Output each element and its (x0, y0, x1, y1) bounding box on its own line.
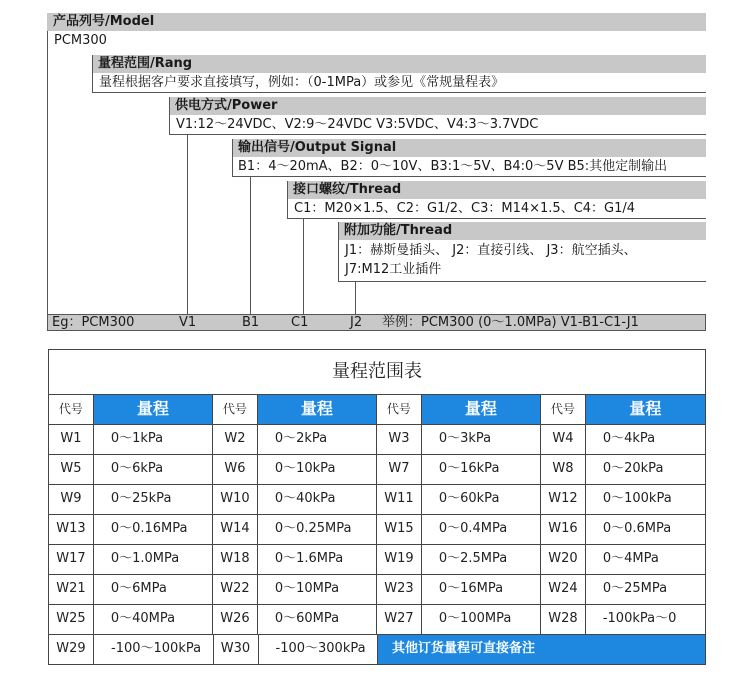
custom-range-note: 其他订货量程可直接备注 (378, 635, 705, 664)
range-code: W21 (49, 575, 94, 604)
range-value: 0～6MPa (94, 575, 213, 604)
range-value: 0～0.4MPa (422, 515, 541, 544)
range-value: 0～3kPa (422, 425, 541, 454)
range-code: W27 (377, 605, 422, 634)
range-value: 0～16kPa (422, 455, 541, 484)
range-value: 0～100MPa (422, 605, 541, 634)
power-value: V1:12～24VDC、V2:9～24VDC V3:5VDC、V4:3～3.7VDC (176, 117, 539, 132)
range-value: 0～0.25MPa (258, 515, 377, 544)
range-code: W20 (541, 545, 586, 574)
range-value: 0～4MPa (602, 551, 659, 566)
range-code: W22 (213, 575, 258, 604)
range-header-cell: 量程 (422, 395, 541, 424)
range-value: 0～10MPa (258, 575, 377, 604)
range-header-cell: 量程 (586, 395, 705, 424)
range-code: W17 (49, 545, 94, 574)
range-value: 0～16MPa (422, 575, 541, 604)
range-code: W7 (377, 455, 422, 484)
code-header: 代号 (49, 395, 94, 424)
range-value: 0～1kPa (94, 425, 213, 454)
range-header: 量程范围/Rang (92, 55, 706, 73)
range-code: W14 (213, 515, 258, 544)
range-code: W1 (49, 425, 94, 454)
range-value: 0～2kPa (258, 425, 377, 454)
power-header: 供电方式/Power (169, 97, 706, 115)
range-table (48, 349, 706, 665)
range-header-cell: 量程 (258, 395, 377, 424)
range-code: W19 (377, 545, 422, 574)
range-code: W8 (541, 455, 586, 484)
example-bar (47, 314, 706, 331)
output-signal-header: 输出信号/Output Signal (232, 139, 706, 157)
range-value: -100kPa～0 (602, 611, 677, 626)
range-value: 0～40MPa (94, 605, 213, 634)
table-row (49, 515, 705, 545)
output-signal-value: B1：4～20mA、B2：0～10V、B3:1～5V、B4:0～5V B5:其他定制输出 (238, 159, 668, 174)
range-value: 0～60kPa (422, 485, 541, 514)
range-value: 量程根据客户要求直接填写，例如：（0-1MPa）或参见《常规量程表》 (99, 75, 505, 90)
range-value: -100～300kPa (259, 635, 379, 664)
range-code: W18 (213, 545, 258, 574)
range-code: W12 (541, 485, 586, 514)
range-code: W23 (377, 575, 422, 604)
example-power-code: V1 (179, 315, 197, 330)
range-value: 0～2.5MPa (422, 545, 541, 574)
range-code: W24 (541, 575, 586, 604)
range-value: 0～6kPa (94, 455, 213, 484)
model-header: 产品列号/Model (47, 13, 706, 31)
range-value: 0～1.0MPa (94, 545, 213, 574)
range-code: W2 (213, 425, 258, 454)
range-value: 0～4kPa (602, 431, 656, 446)
range-code: W4 (541, 425, 586, 454)
table-row-last (49, 635, 705, 664)
extra-function-header: 附加功能/Thread (338, 222, 706, 240)
range-code: W25 (49, 605, 94, 634)
thread-header: 接口螺纹/Thread (287, 181, 706, 199)
range-code: W13 (49, 515, 94, 544)
code-header: 代号 (541, 395, 586, 424)
example-output-code: B1 (242, 315, 260, 330)
range-value: 0～20kPa (602, 461, 664, 476)
range-value: 0～0.6MPa (602, 521, 672, 536)
table-header-row (49, 395, 705, 425)
range-value: 0～10kPa (258, 455, 377, 484)
code-header: 代号 (213, 395, 258, 424)
range-table-title: 量程范围表 (49, 350, 705, 395)
example-extra-code: J2 (350, 315, 363, 330)
example-prefix: Eg：PCM300 (52, 315, 135, 330)
table-row (49, 605, 705, 635)
range-code: W5 (49, 455, 94, 484)
example-text: 举例：PCM300 (0～1.0MPa) V1-B1-C1-J1 (382, 315, 639, 330)
table-row (49, 425, 705, 455)
range-value: 0～100kPa (602, 491, 672, 506)
range-code: W30 (214, 635, 259, 664)
extra-function-value-line1: J1：赫斯曼插头、 J2：直接引线、 J3：航空插头、 (345, 243, 637, 258)
range-code: W6 (213, 455, 258, 484)
range-value: 0～60MPa (258, 605, 377, 634)
table-row (49, 575, 705, 605)
code-header: 代号 (377, 395, 422, 424)
range-value: 0～25MPa (602, 581, 668, 596)
range-code: W10 (213, 485, 258, 514)
range-code: W28 (541, 605, 586, 634)
range-code: W9 (49, 485, 94, 514)
range-code: W11 (377, 485, 422, 514)
range-value: 0～1.6MPa (258, 545, 377, 574)
range-code: W29 (49, 635, 94, 664)
model-value: PCM300 (54, 33, 107, 48)
extra-function-value-line2: J7:M12工业插件 (345, 262, 442, 277)
range-value: 0～25kPa (94, 485, 213, 514)
table-row (49, 545, 705, 575)
table-row (49, 455, 705, 485)
table-row (49, 485, 705, 515)
range-value: 0～40kPa (258, 485, 377, 514)
range-header-cell: 量程 (94, 395, 213, 424)
range-code: W3 (377, 425, 422, 454)
example-thread-code: C1 (291, 315, 309, 330)
range-code: W16 (541, 515, 586, 544)
range-code: W15 (377, 515, 422, 544)
range-value: -100～100kPa (94, 635, 214, 664)
range-code: W26 (213, 605, 258, 634)
thread-value: C1：M20×1.5、C2：G1/2、C3：M14×1.5、C4：G1/4 (294, 201, 636, 216)
range-value: 0～0.16MPa (94, 515, 213, 544)
